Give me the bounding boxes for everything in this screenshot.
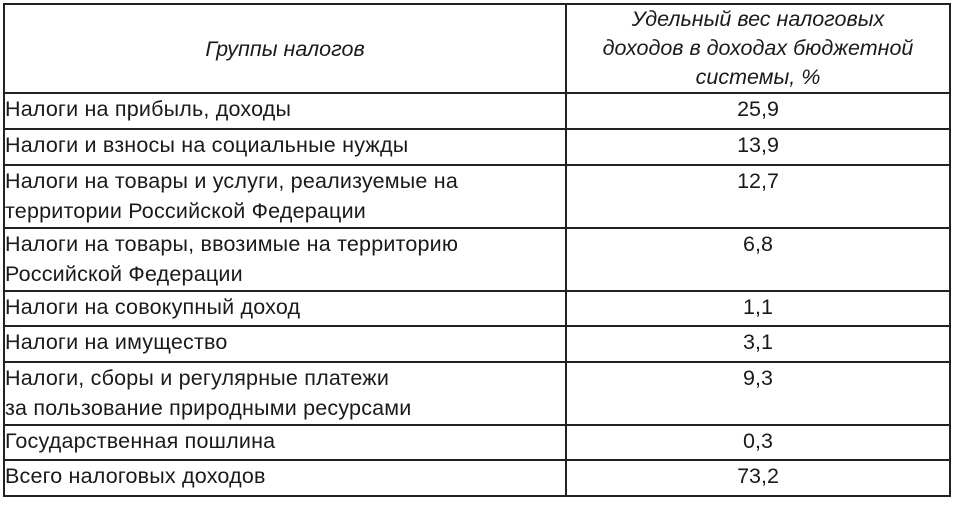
tax-group-name: Всего налоговых доходов bbox=[4, 460, 566, 496]
table-row-total bbox=[4, 460, 950, 496]
tax-share-value: 13,9 bbox=[566, 129, 950, 165]
tax-group-name: Налоги на совокупный доход bbox=[4, 291, 566, 326]
tax-group-name: Налоги на товары, ввозимые на территорию Российской Федерации bbox=[4, 228, 566, 291]
tax-share-value: 73,2 bbox=[566, 460, 950, 496]
tax-group-name: Налоги и взносы на социальные нужды bbox=[4, 129, 566, 165]
tax-share-value: 0,3 bbox=[566, 425, 950, 460]
table-row bbox=[4, 129, 950, 165]
header-share-label: Удельный вес налоговых доходов в доходах бюджетной системы, % bbox=[602, 7, 914, 89]
table-header-row bbox=[4, 4, 950, 93]
table-row bbox=[4, 165, 950, 228]
table-row bbox=[4, 291, 950, 326]
tax-share-value: 9,3 bbox=[566, 362, 950, 425]
tax-share-value: 12,7 bbox=[566, 165, 950, 228]
table-row bbox=[4, 362, 950, 425]
tax-share-value: 25,9 bbox=[566, 93, 950, 129]
tax-group-name: Государственная пошлина bbox=[4, 425, 566, 460]
tax-revenue-table bbox=[3, 3, 951, 497]
tax-group-name: Налоги на имущество bbox=[4, 326, 566, 362]
tax-share-value: 1,1 bbox=[566, 291, 950, 326]
header-tax-groups bbox=[4, 4, 566, 93]
tax-group-name: Налоги на товары и услуги, реализуемые на территории Российской Федерации bbox=[4, 165, 566, 228]
tax-group-name: Налоги, сборы и регулярные платежи за пользование природными ресурсами bbox=[4, 362, 566, 425]
tax-share-value: 3,1 bbox=[566, 326, 950, 362]
tax-share-value: 6,8 bbox=[566, 228, 950, 291]
table-row bbox=[4, 326, 950, 362]
header-tax-groups-label: Группы налогов bbox=[205, 36, 365, 61]
table-row bbox=[4, 228, 950, 291]
table-row bbox=[4, 425, 950, 460]
tax-group-name: Налоги на прибыль, доходы bbox=[4, 93, 566, 129]
table-row bbox=[4, 93, 950, 129]
header-share bbox=[566, 4, 950, 93]
